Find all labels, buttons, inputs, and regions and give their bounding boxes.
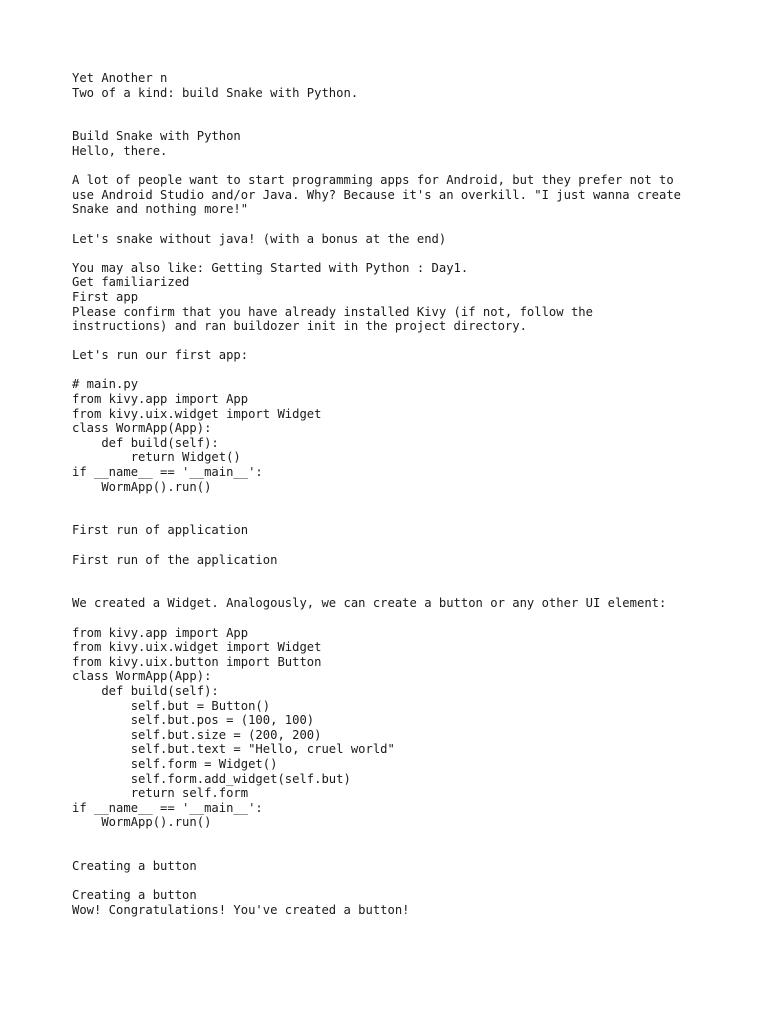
code-line: from kivy.uix.widget import Widget bbox=[72, 640, 322, 655]
code-line: self.form.add_widget(self.but) bbox=[72, 771, 351, 786]
code-line: from kivy.uix.button import Button bbox=[72, 654, 322, 669]
intro-line: Snake and nothing more!" bbox=[72, 202, 249, 217]
site-title: Yet Another n bbox=[72, 71, 168, 85]
code-line: self.but.pos = (100, 100) bbox=[72, 713, 315, 728]
confirm-line: Please confirm that you have already installed Kivy (if not, follow the bbox=[72, 304, 593, 319]
code-line: def build(self): bbox=[72, 435, 219, 450]
spacer bbox=[72, 509, 752, 524]
code-line: if __name__ == '__main__': bbox=[72, 800, 263, 815]
code-line: if __name__ == '__main__': bbox=[72, 465, 263, 480]
code-line: self.form = Widget() bbox=[72, 756, 278, 771]
intro-line: A lot of people want to start programming apps for Android, but they prefer not to bbox=[72, 173, 674, 188]
spacer bbox=[72, 115, 752, 130]
image-caption: Creating a button bbox=[72, 859, 197, 874]
greeting: Hello, there. bbox=[72, 143, 168, 158]
image-caption: First run of application bbox=[72, 523, 249, 538]
code-line: self.but.text = "Hello, cruel world" bbox=[72, 742, 395, 757]
spacer bbox=[72, 334, 752, 349]
spacer bbox=[72, 217, 752, 232]
code-line: WormApp().run() bbox=[72, 815, 212, 830]
widget-note: We created a Widget. Analogously, we can create a button or any other UI element: bbox=[72, 596, 667, 611]
image-alt-text: Creating a button bbox=[72, 888, 197, 903]
tagline: Let's snake without java! (with a bonus at the end) bbox=[72, 231, 447, 246]
spacer bbox=[72, 844, 752, 859]
section-heading-familiar: Get familiarized bbox=[72, 275, 190, 290]
confirm-line: instructions) and ran buildozer init in the project directory. bbox=[72, 319, 527, 334]
spacer bbox=[72, 874, 752, 889]
code-line: return self.form bbox=[72, 786, 249, 801]
spacer bbox=[72, 611, 752, 626]
spacer bbox=[72, 538, 752, 553]
code-line: return Widget() bbox=[72, 450, 241, 465]
document-page bbox=[72, 71, 752, 917]
spacer bbox=[72, 567, 752, 582]
code-line: WormApp().run() bbox=[72, 479, 212, 494]
code-line: self.but = Button() bbox=[72, 698, 271, 713]
section-heading-first-app: First app bbox=[72, 289, 139, 304]
code-line: from kivy.uix.widget import Widget bbox=[72, 406, 322, 421]
code-line: class WormApp(App): bbox=[72, 421, 212, 436]
code-line: from kivy.app import App bbox=[72, 392, 249, 407]
image-alt-text: First run of the application bbox=[72, 552, 278, 567]
run-first-text: Let's run our first app: bbox=[72, 348, 249, 363]
spacer bbox=[72, 159, 752, 174]
spacer bbox=[72, 830, 752, 845]
article-heading: Build Snake with Python bbox=[72, 129, 241, 144]
spacer bbox=[72, 363, 752, 378]
spacer bbox=[72, 494, 752, 509]
code-block-main bbox=[72, 377, 752, 494]
spacer bbox=[72, 246, 752, 261]
intro-line: use Android Studio and/or Java. Why? Because it's an overkill. "I just wanna create bbox=[72, 187, 682, 202]
code-line: class WormApp(App): bbox=[72, 669, 212, 684]
code-line: self.but.size = (200, 200) bbox=[72, 727, 322, 742]
related-link[interactable]: You may also like: Getting Started with Python : Day1. bbox=[72, 260, 469, 275]
page-subtitle: Two of a kind: build Snake with Python. bbox=[72, 85, 359, 100]
spacer bbox=[72, 582, 752, 597]
code-line: def build(self): bbox=[72, 683, 219, 698]
code-line: # main.py bbox=[72, 377, 139, 392]
code-block-button bbox=[72, 626, 752, 830]
congrats-text: Wow! Congratulations! You've created a button! bbox=[72, 902, 410, 917]
spacer bbox=[72, 100, 752, 115]
code-line: from kivy.app import App bbox=[72, 625, 249, 640]
